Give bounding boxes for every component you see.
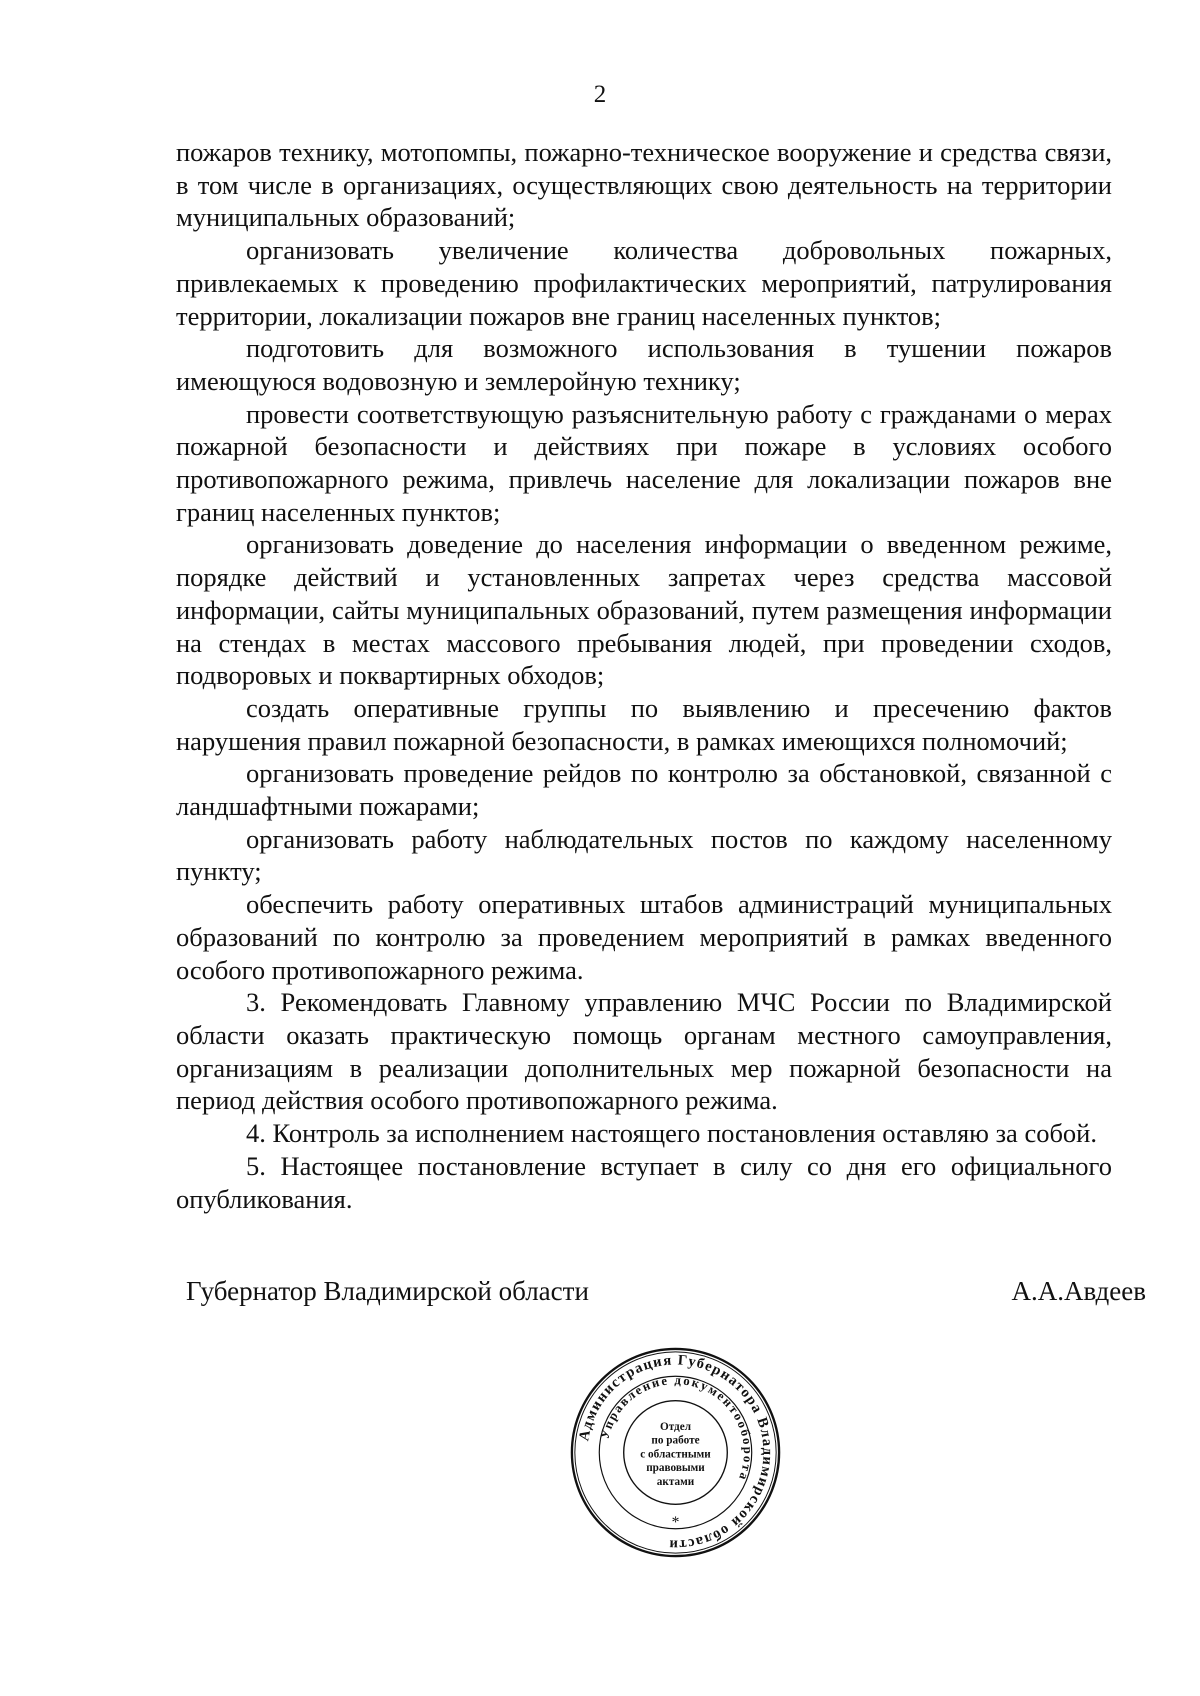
seal-inner-text: Управление документооборота	[597, 1372, 755, 1484]
paragraph: пожаров технику, мотопомпы, пожарно-техническое вооружение и средства связи, в том числе в организациях, осуществляющих свою деятельность на территории муниципальных образований;	[176, 137, 1112, 233]
paragraph: обеспечить работу оперативных штабов администраций муниципальных образований по контролю за проведением мероприятий в рамках введенного особого противопожарного режима.	[176, 889, 1112, 985]
signatory-name: А.А.Авдеев	[1011, 1276, 1146, 1306]
seal-star: *	[671, 1513, 680, 1531]
paragraph: организовать увеличение количества добровольных пожарных, привлекаемых к проведению профилактических мероприятий, патрулирования территории, локализации пожаров вне границ населенных пунктов;	[176, 235, 1112, 331]
paragraph: провести соответствующую разъяснительную работу с гражданами о мерах пожарной безопасности и действиях при пожаре в условиях особого противопожарного режима, привлечь население для локализации пожаров вне границ населенных пунктов;	[176, 398, 1112, 527]
seal-center-line: правовыми	[646, 1462, 705, 1475]
signatory-position: Губернатор Владимирской области	[186, 1276, 589, 1306]
official-seal-stamp	[568, 1345, 783, 1560]
seal-center-line: актами	[656, 1475, 695, 1488]
seal-outer-text: Администрация Губернатора Владимирской области	[576, 1352, 776, 1553]
paragraph: организовать работу наблюдательных постов по каждому населенному пункту;	[176, 823, 1112, 887]
paragraph: организовать доведение до населения информации о введенном режиме, порядке действий и установленных запретах через средства массовой информации, сайты муниципальных образований, путем размещения информации на стендах в местах массового пребывания людей, при проведении сходов, подворовых и поквартирных обходов;	[176, 529, 1112, 691]
paragraph: 3. Рекомендовать Главному управлению МЧС России по Владимирской области оказать практическую помощь органам местного самоуправления, организациям в реализации дополнительных мер пожарной безопасности на период действия особого противопожарного режима.	[176, 987, 1112, 1116]
paragraph: организовать проведение рейдов по контролю за обстановкой, связанной с ландшафтными пожарами;	[176, 758, 1112, 822]
seal-center-line: с областными	[640, 1448, 711, 1461]
paragraph: создать оперативные группы по выявлению и пресечению фактов нарушения правил пожарной безопасности, в рамках имеющихся полномочий;	[176, 692, 1112, 756]
page-number: 2	[593, 81, 607, 108]
seal-center-line: по работе	[651, 1434, 700, 1447]
paragraph: подготовить для возможного использования в тушении пожаров имеющуюся водовозную и землеройную технику;	[176, 333, 1112, 396]
paragraph: 4. Контроль за исполнением настоящего постановления оставляю за собой.	[246, 1118, 1097, 1149]
document-body	[176, 136, 1112, 1215]
paragraph: 5. Настоящее постановление вступает в силу со дня его официального опубликования.	[176, 1150, 1112, 1214]
seal-center-line: Отдел	[659, 1421, 692, 1434]
